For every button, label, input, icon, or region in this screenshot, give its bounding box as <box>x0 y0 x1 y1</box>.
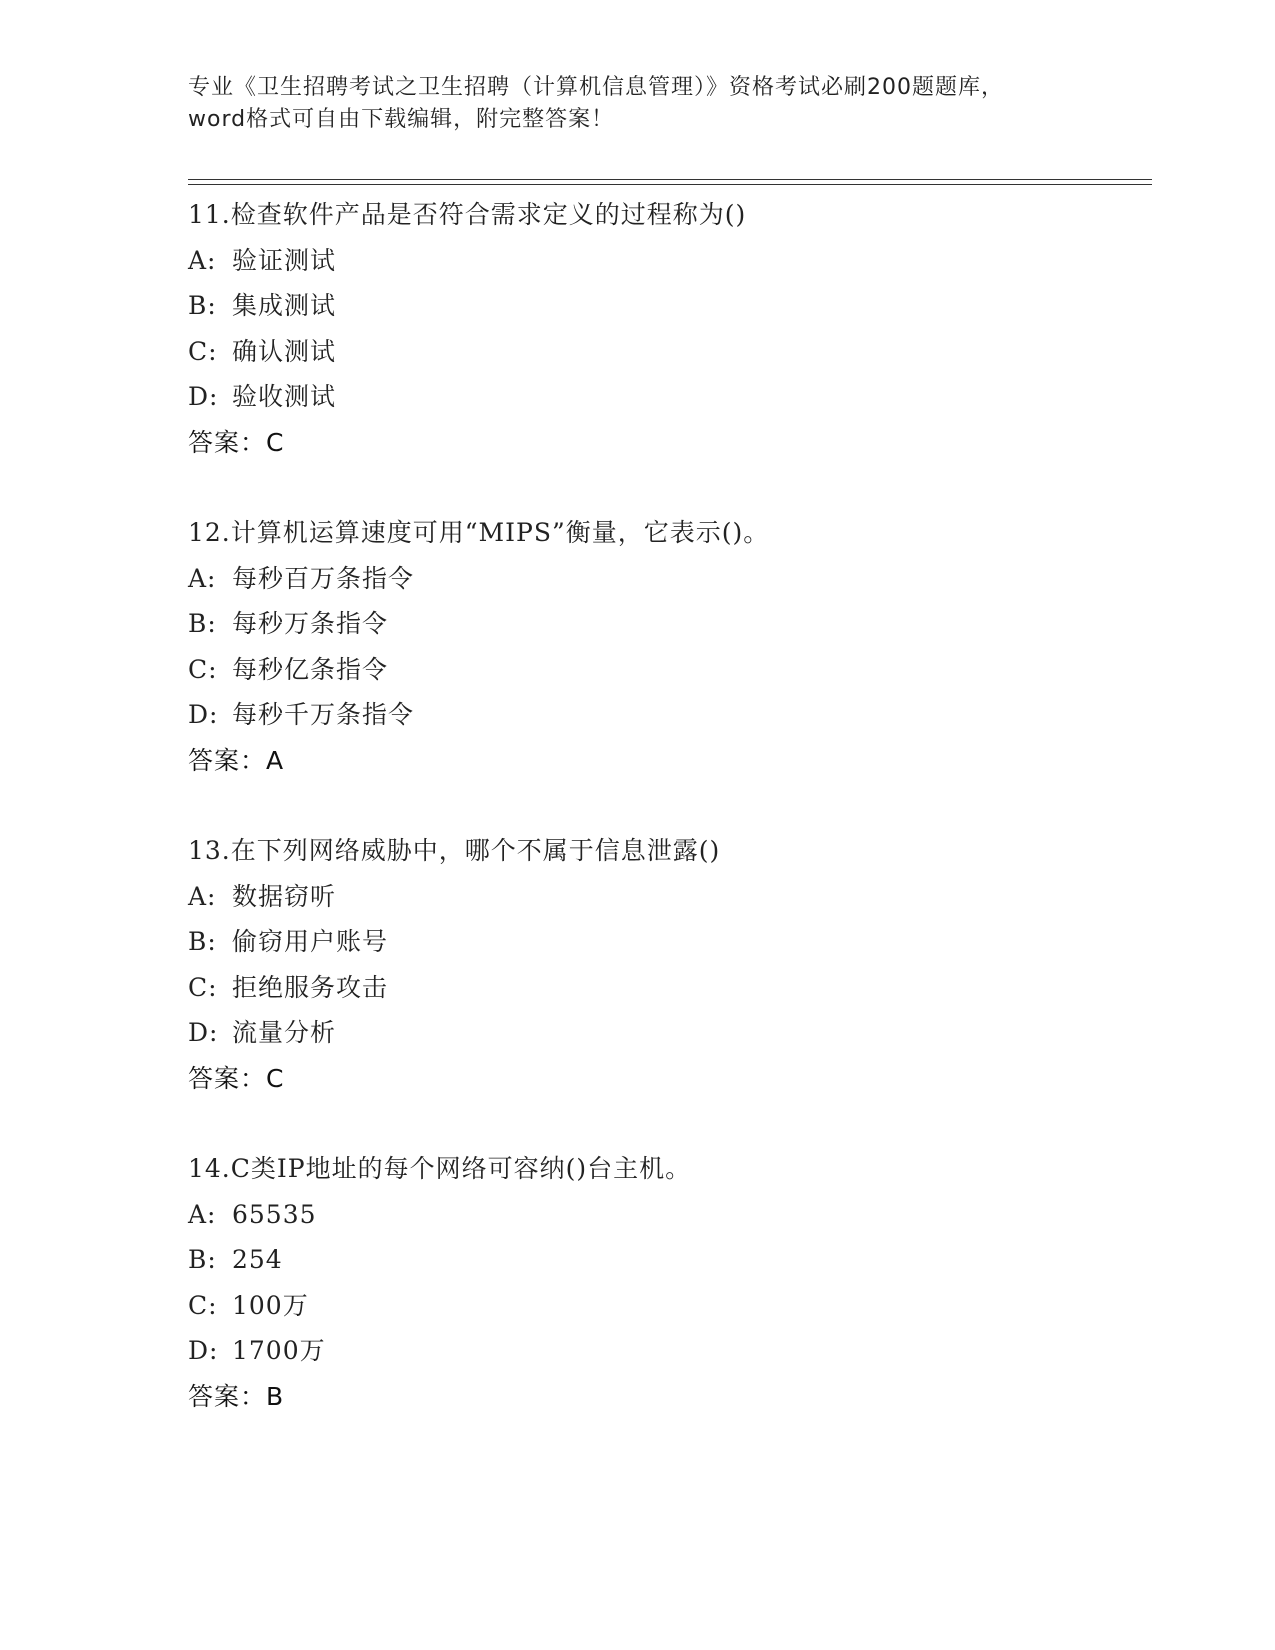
question-title: 13.在下列网络威胁中，哪个不属于信息泄露() <box>188 836 721 865</box>
option-letter: C: <box>188 336 218 366</box>
option-letter: C: <box>188 1290 218 1320</box>
option-a <box>188 238 1148 284</box>
option-d <box>188 374 1148 420</box>
question-12 <box>188 510 1148 828</box>
answer-line: 答案：C <box>188 1063 285 1093</box>
question-11 <box>188 192 1148 510</box>
answer-line: 答案：A <box>188 745 285 775</box>
option-text: 数据窃听 <box>232 881 337 911</box>
option-text: 每秒百万条指令 <box>232 563 415 593</box>
option-text: 254 <box>232 1245 283 1274</box>
option-letter: C: <box>188 972 218 1002</box>
option-text: 确认测试 <box>232 336 337 366</box>
option-letter: D: <box>188 1336 219 1365</box>
option-text: 1700万 <box>232 1336 326 1365</box>
header-divider-top <box>188 179 1152 180</box>
option-text: 验证测试 <box>232 245 337 275</box>
option-b <box>188 1237 1148 1283</box>
option-a <box>188 556 1148 602</box>
question-title: 14.C类IP地址的每个网络可容纳()台主机。 <box>188 1154 692 1183</box>
option-text: 每秒千万条指令 <box>232 700 415 729</box>
option-text: 每秒亿条指令 <box>232 654 389 684</box>
option-letter: B: <box>188 1245 217 1274</box>
option-letter: A: <box>188 245 217 275</box>
option-d <box>188 1328 1148 1374</box>
option-d <box>188 1010 1148 1056</box>
document-header <box>188 72 1088 136</box>
option-letter: D: <box>188 382 219 411</box>
option-b <box>188 601 1148 647</box>
option-letter: A: <box>188 563 217 593</box>
option-c <box>188 965 1148 1011</box>
option-letter: B: <box>188 927 217 956</box>
option-letter: D: <box>188 1018 219 1047</box>
option-letter: A: <box>188 1199 217 1229</box>
answer-line: 答案：C <box>188 427 285 457</box>
option-c <box>188 1283 1148 1329</box>
option-c <box>188 329 1148 375</box>
option-text: 集成测试 <box>232 291 337 320</box>
option-b <box>188 283 1148 329</box>
question-14 <box>188 1146 1148 1464</box>
question-title: 12.计算机运算速度可用“MIPS”衡量，它表示()。 <box>188 518 770 547</box>
option-text: 65535 <box>232 1199 317 1229</box>
option-a <box>188 874 1148 920</box>
option-c <box>188 647 1148 693</box>
option-letter: B: <box>188 609 217 638</box>
header-title-line-2: word格式可自由下载编辑，附完整答案！ <box>188 107 615 132</box>
option-text: 100万 <box>232 1290 309 1320</box>
option-letter: C: <box>188 654 218 684</box>
option-letter: B: <box>188 291 217 320</box>
option-text: 拒绝服务攻击 <box>232 972 389 1002</box>
option-text: 偷窃用户账号 <box>232 927 389 956</box>
header-divider-bottom <box>188 184 1152 185</box>
option-a <box>188 1192 1148 1238</box>
option-d <box>188 692 1148 738</box>
question-title: 11.检查软件产品是否符合需求定义的过程称为() <box>188 200 747 229</box>
question-13 <box>188 828 1148 1146</box>
option-text: 流量分析 <box>232 1018 337 1047</box>
question-list <box>188 192 1148 1464</box>
option-text: 验收测试 <box>232 382 337 411</box>
option-text: 每秒万条指令 <box>232 609 389 638</box>
option-letter: D: <box>188 700 219 729</box>
header-title-line-1: 专业《卫生招聘考试之卫生招聘（计算机信息管理）》资格考试必刷200题题库， <box>188 75 1004 100</box>
answer-line: 答案：B <box>188 1381 285 1411</box>
option-letter: A: <box>188 881 217 911</box>
option-b <box>188 919 1148 965</box>
